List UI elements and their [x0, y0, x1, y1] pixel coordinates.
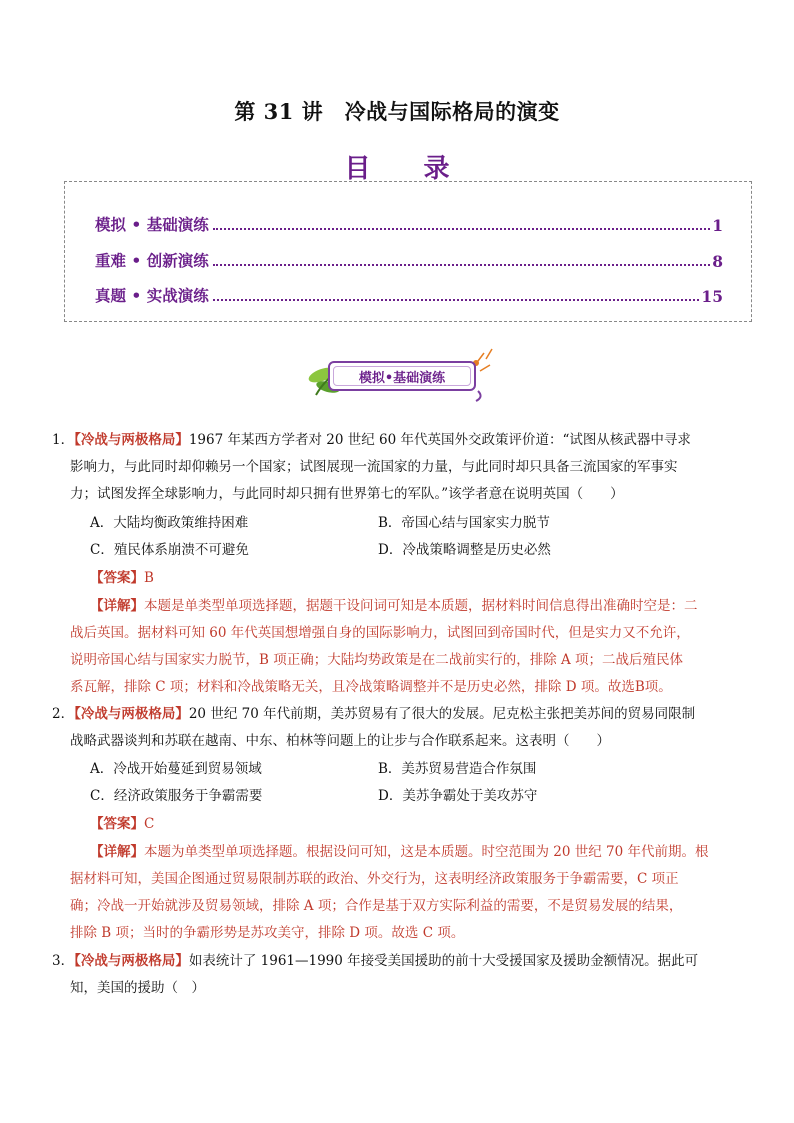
- detail-line: 说明帝国心结与国家实力脱节，B 项正确；大陆均势政策是在二战前实行的，排除 A 项；二战后殖民体: [70, 652, 684, 668]
- question-3: [52, 948, 730, 1008]
- option-c[interactable]: C．殖民体系崩溃不可避免: [90, 542, 249, 558]
- question-stem-line: 影响力，与此同时却仰赖另一个国家；试图展现一流国家的力量，与此同时却只具备三流国家的军事实: [70, 459, 678, 475]
- toc-entry-page: 8: [712, 252, 723, 271]
- toc-leader-dots: [213, 228, 711, 230]
- answer-label: 【答案】: [90, 816, 144, 832]
- toc-heading: 目 录: [344, 154, 472, 184]
- question-number: 1．: [52, 432, 75, 448]
- question-stem-line: 战略武器谈判和苏联在越南、中东、柏林等问题上的让步与合作联系起来。这表明（ ）: [70, 733, 610, 749]
- question-stem-text: 1967 年某西方学者对 20 世纪 60 年代英国外交政策评价道：“试图从核武器中寻求: [188, 432, 691, 448]
- answer-line: [90, 565, 154, 591]
- detail-label: 【详解】: [90, 598, 144, 614]
- question-stem-line: [52, 427, 691, 453]
- detail-line: 据材料可知，美国企图通过贸易限制苏联的政治、外交行为，这表明经济政策服务于争霸需要，C 项正: [70, 871, 679, 887]
- detail-line: 战后英国。据材料可知 60 年代英国想增强自身的国际影响力，试图回到帝国时代，但是实力又不允许，: [70, 625, 690, 641]
- section-banner: [300, 347, 500, 403]
- detail-text: 本题是单类型单项选择题，据题干设问词可知是本质题，据材料时间信息得出准确时空是：二: [144, 598, 698, 614]
- answer-value: C: [144, 816, 155, 832]
- toc-entry-label: 模拟 • 基础演练: [95, 216, 209, 234]
- toc-entry[interactable]: [95, 245, 723, 271]
- question-stem-line: 力；试图发挥全球影响力，与此同时却只拥有世界第七的军队。”该学者意在说明英国（ ）: [70, 486, 624, 502]
- toc-entry[interactable]: [95, 209, 723, 235]
- question-number: 3．: [52, 953, 75, 969]
- question-topic-tag: 【冷战与两极格局】: [74, 706, 189, 722]
- option-c[interactable]: C．经济政策服务于争霸需要: [90, 788, 263, 804]
- question-stem-line: 知，美国的援助（ ）: [70, 980, 205, 996]
- toc-leader-dots: [213, 299, 700, 301]
- toc-entry-page: 15: [701, 287, 723, 306]
- answer-line: [90, 811, 154, 837]
- detail-line: 确；冷战一开始就涉及贸易领域，排除 A 项；合作是基于双方实际利益的需要，不是贸易发展的结果，: [70, 898, 683, 914]
- question-stem-line: [52, 948, 698, 974]
- answer-value: B: [144, 570, 154, 586]
- detail-line: [90, 839, 709, 865]
- document-title: 第 31 讲 冷战与国际格局的演变: [234, 99, 560, 124]
- question-2: [52, 701, 730, 947]
- option-b[interactable]: B．帝国心结与国家实力脱节: [378, 515, 550, 531]
- question-stem-line: [52, 701, 695, 727]
- option-d[interactable]: D．冷战策略调整是历史必然: [378, 542, 551, 558]
- toc-leader-dots: [213, 264, 711, 266]
- question-stem-text: 如表统计了 1961—1990 年接受美国援助的前十大受援国家及援助金额情况。据此可: [188, 953, 699, 969]
- option-a[interactable]: A．冷战开始蔓延到贸易领域: [90, 761, 262, 777]
- question-topic-tag: 【冷战与两极格局】: [74, 432, 189, 448]
- detail-line: 排除 B 项；当时的争霸形势是苏攻美守，排除 D 项。故选 C 项。: [70, 925, 465, 941]
- option-b[interactable]: B．美苏贸易营造合作氛围: [378, 761, 537, 777]
- section-banner-label: 模拟•基础演练: [333, 366, 471, 386]
- toc-entry-label: 真题 • 实战演练: [95, 287, 209, 305]
- table-of-contents: [64, 181, 752, 322]
- detail-text: 本题为单类型单项选择题。根据设问可知，这是本质题。时空范围为 20 世纪 70 年代前期。根: [144, 844, 709, 860]
- detail-label: 【详解】: [90, 844, 144, 860]
- option-a[interactable]: A．大陆均衡政策维持困难: [90, 515, 249, 531]
- toc-entry-label: 重难 • 创新演练: [95, 252, 209, 270]
- detail-line: 系瓦解，排除 C 项；材料和冷战策略无关，且冷战策略调整并不是历史必然，排除 D 项。故选B项。: [70, 679, 672, 695]
- question-stem-text: 20 世纪 70 年代前期，美苏贸易有了很大的发展。尼克松主张把美苏间的贸易同限制: [188, 706, 696, 722]
- detail-line: [90, 593, 698, 619]
- section-banner-frame: [328, 361, 476, 391]
- answer-label: 【答案】: [90, 570, 144, 586]
- question-number: 2．: [52, 706, 75, 722]
- option-d[interactable]: D．美苏争霸处于美攻苏守: [378, 788, 538, 804]
- toc-entry[interactable]: [95, 280, 723, 306]
- question-1: [52, 427, 730, 697]
- toc-entry-page: 1: [712, 216, 723, 235]
- question-topic-tag: 【冷战与两极格局】: [74, 953, 189, 969]
